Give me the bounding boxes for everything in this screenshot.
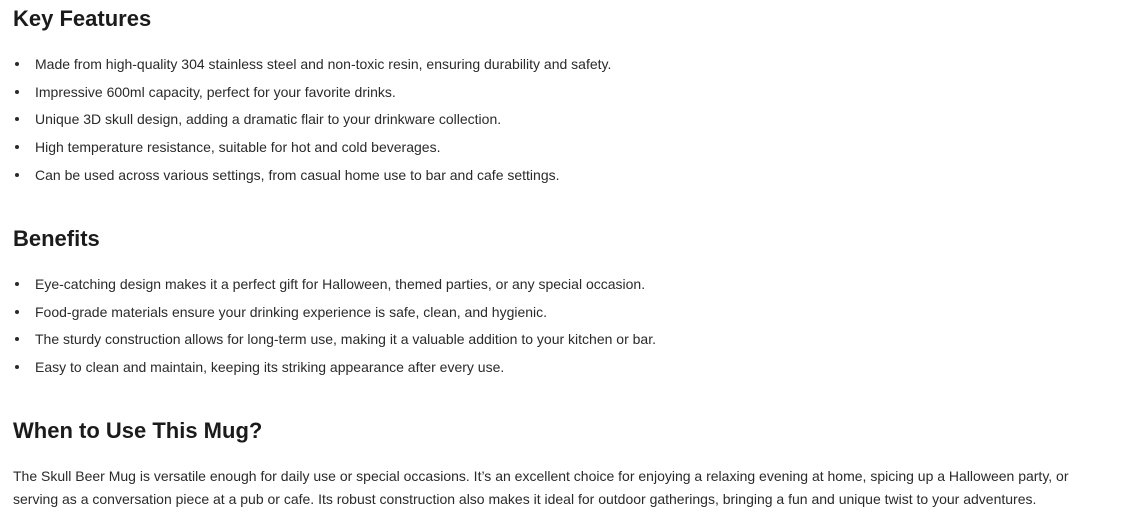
bullet-icon [15,282,19,286]
list-item-text: Eye-catching design makes it a perfect gift for Halloween, themed parties, or any special occasion. [35,276,646,292]
bullet-icon [15,117,19,121]
list-item [13,138,1113,156]
key-features-list [13,55,1113,193]
bullet-icon [15,365,19,369]
when-to-use-paragraph: The Skull Beer Mug is versatile enough for daily use or special occasions. It’s an excellent choice for enjoying a relaxing evening at home, spicing up a Halloween party, or serving as a conversation piece at a pub or cafe. Its robust construction also makes it ideal for outdoor gatherings, bringing a fun and unique twist to your adventures. [13,468,1069,507]
list-item-text: Made from high-quality 304 stainless steel and non-toxic resin, ensuring durability and safety. [35,56,612,72]
list-item [13,110,1113,128]
bullet-icon [15,173,19,177]
benefits-heading: Benefits [13,226,100,251]
bullet-icon [15,145,19,149]
key-features-heading: Key Features [13,6,152,31]
list-item [13,275,1113,293]
list-item-text: High temperature resistance, suitable for hot and cold beverages. [35,139,441,156]
list-item [13,330,1113,348]
list-item-text: Food-grade materials ensure your drinking experience is safe, clean, and hygienic. [35,303,548,320]
list-item [13,358,1113,376]
list-item-text: The sturdy construction allows for long-term use, making it a valuable addition to your kitchen or bar. [35,331,656,348]
list-item-text: Impressive 600ml capacity, perfect for your favorite drinks. [35,83,396,100]
list-item [13,83,1113,101]
bullet-icon [15,310,19,314]
list-item-text: Unique 3D skull design, adding a dramatic flair to your drinkware collection. [35,111,502,128]
list-item-text: Easy to clean and maintain, keeping its striking appearance after every use. [35,359,505,376]
benefits-list [13,275,1113,386]
list-item [13,55,1113,73]
bullet-icon [15,90,19,94]
list-item-text: Can be used across various settings, from casual home use to bar and cafe settings. [35,166,560,183]
bullet-icon [15,62,19,66]
list-item [13,166,1113,184]
when-to-use-heading: When to Use This Mug? [13,418,263,443]
bullet-icon [15,337,19,341]
list-item [13,303,1113,321]
